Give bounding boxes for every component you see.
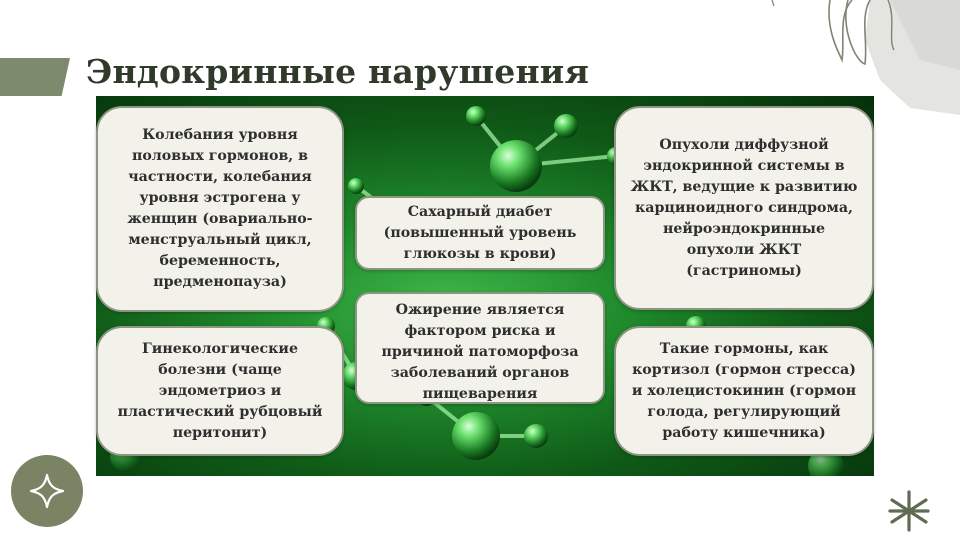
gynecological-diseases-box: [96, 326, 344, 456]
endocrine-tumors-text: Опухоли диффузной эндокринной системы в ЖКТ, ведущие к развитию карциноидного синдрома, нейроэндокринные опухоли ЖКТ (гастриномы): [630, 136, 858, 279]
diabetes-text: Сахарный диабет (повышенный уровень глюкозы в крови): [383, 203, 577, 262]
accent-bar: [0, 58, 70, 96]
stress-hormones-box: [614, 326, 874, 456]
endocrine-tumors-box: [614, 106, 874, 310]
hormone-fluctuations-text: Колебания уровня половых гормонов, в частности, колебания уровня эстрогена у женщин (овариально-менструальный цикл, беременность, предменопауза): [127, 127, 313, 290]
obesity-box: [355, 292, 605, 404]
diabetes-box: [355, 196, 605, 270]
asterisk-sparkle-icon: [886, 488, 932, 534]
stress-hormones-text: Такие гормоны, как кортизол (гормон стресса) и холецистокинин (гормон голода, регулирующий работу кишечника): [631, 340, 857, 441]
obesity-text: Ожирение является фактором риска и причиной патоморфоза заболеваний органов пищеварения: [381, 302, 579, 402]
four-point-star-icon: [11, 455, 83, 527]
slide-title: Эндокринные нарушения: [86, 52, 590, 91]
hormone-fluctuations-box: [96, 106, 344, 312]
gynecological-diseases-text: Гинекологические болезни (чаще эндометриоз и пластический рубцовый перитонит): [117, 340, 323, 441]
